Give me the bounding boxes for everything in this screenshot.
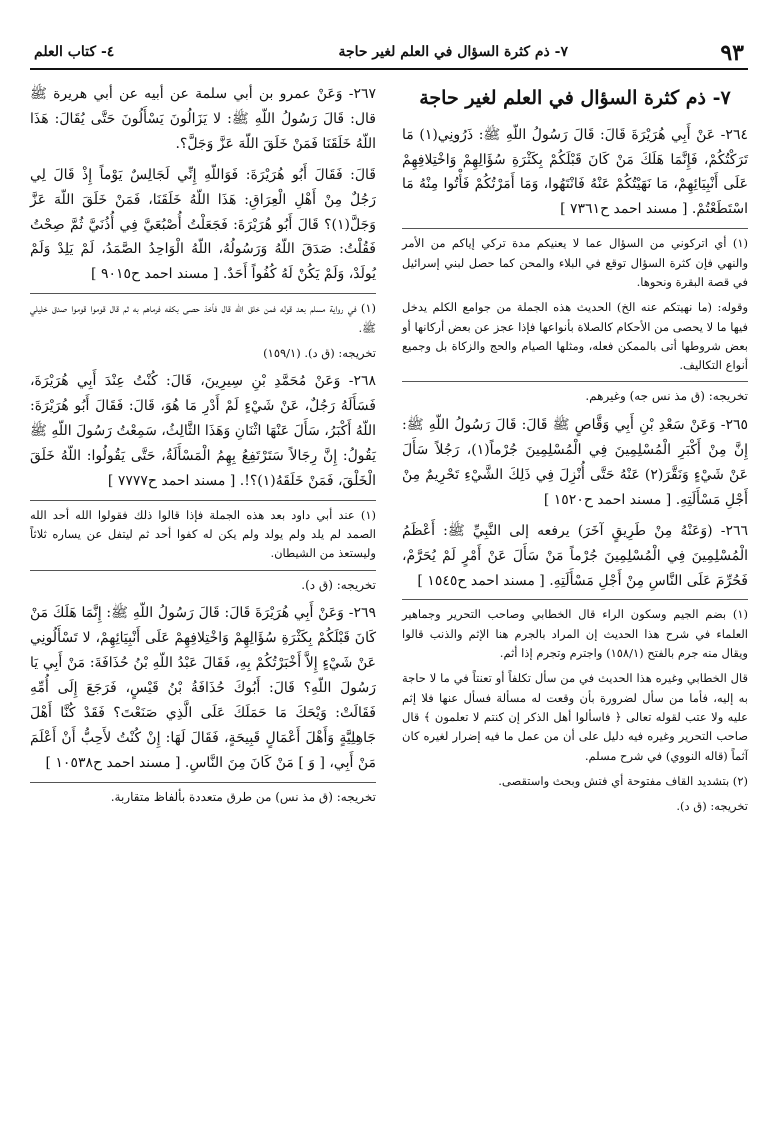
takhrij-264: تخريجه: (ق مذ نس جه) وغيرهم. <box>402 381 748 407</box>
footnote-264-1: (١) أي اتركوني من السؤال عما لا يعنيكم مدة تركي إياكم من الأمر والنهي فإن كثرة السؤال توقع في البلاء والمحن كما حصل لبني إسرائيل في قصة البقرة ونحوها. <box>402 228 748 292</box>
hadith-267-continued: قَالَ: فَقَالَ أَبُو هُرَيْرَةَ: فَوَاللّهِ إِنِّي لَجَالِسٌ يَوْماً إِذْ قَالَ لِي رَجُلٌ مِنْ أَهْلِ الْعِرَاقِ: هَذَا اللّهُ خَلَقَنَا، فَمَنْ خَلَقَ اللّهَ عَزَّ وَجَلَّ(١)؟ قَالَ أَبُو هُرَيْرَةَ: فَجَعَلْتُ أُصْبُعَيَّ فِي أُذُنَيَّ ثُمَّ صِحْتُ فَقُلْتُ: صَدَقَ اللّهُ وَرَسُولُهُ، اللّهُ الْوَاحِدُ الصَّمَدُ، لَمْ يَلِدْ وَلَمْ يُولَدْ، وَلَمْ يَكُنْ لَهُ كُفُواً أَحَدٌ. [ مسند احمد ح٩٠١٥ ] <box>30 166 376 283</box>
left-column <box>30 82 376 813</box>
running-book-title: ٤- كتاب العلم <box>34 44 115 60</box>
hadith-266: ٢٦٦- (وَعَنْهُ مِنْ طَرِيقٍ آخَرَ) يرفعه إلى النَّبِيِّ ﷺ: أَعْظَمُ الْمُسْلِمِينَ فِي الْمُسْلِمِينَ جُرْماً مَنْ سَأَلَ عَنْ أَمْرٍ لَمْ يُحَرَّمْ، فَحُرِّمَ عَلَى النَّاسِ مِنْ أَجْلِ مَسْأَلَتِهِ. [ مسند احمد ح١٥٤٥ ] <box>402 522 748 589</box>
footnote-268-1: (١) عند أبي داود بعد هذه الجملة فإذا قالوا ذلك فقولوا الله أحد الله الصمد لم يلد ولم يولد ولم يكن له كفوا أحد ثم ليتفل عن يساره ثلاثاً وليستعذ من الشيطان. <box>30 500 376 564</box>
hadith-267: ٢٦٧- وَعَنْ عمرو بن أبي سلمة عن أبيه عن أبي هريرة ﷺ قال: قَالَ رَسُولُ اللّهِ ﷺ: لا يَزَالُونَ يَسْأَلُونَ حَتَّى يُقَالَ: هَذَا اللّهُ خَلَقَنَا فَمَنْ خَلَقَ اللّهَ عَزَّ وَجَلَّ؟. <box>30 86 376 152</box>
footnote-266-2: (٢) بتشديد القاف مفتوحة أي فتش وبحث واستقصى. <box>498 773 748 788</box>
takhrij-268: تخريجه: (ق د). <box>30 570 376 596</box>
takhrij-269: تخريجه: (ق مذ نس) من طرق متعددة بألفاظ متقاربة. <box>30 782 376 808</box>
hadith-264: ٢٦٤- عَنْ أَبِي هُرَيْرَةَ قَالَ: قَالَ رَسُولُ اللّهِ ﷺ: ذَرُونِي(١) مَا تَرَكْتُكُمْ، فَإِنَّمَا هَلَكَ مَنْ كَانَ قَبْلَكُمْ بِكَثْرَةِ سُؤَالِهِمْ وَاخْتِلافِهِمْ عَلَى أَنْبِيَائِهِمْ، مَا نَهَيْتُكُمْ عَنْهُ فَانْتَهُوا، وَمَا أَمَرْتُكُمْ فَأْتُوا مِنْهُ مَا اسْتَطَعْتُمْ. [ مسند احمد ح٧٣٦١ ] <box>402 126 748 218</box>
hadith-265: ٢٦٥- وَعَنْ سَعْدِ بْنِ أَبِي وَقَّاصٍ ﷺ قَالَ: قَالَ رَسُولُ اللّهِ ﷺ: إِنَّ مِنْ أَكْبَرِ الْمُسْلِمِينَ فِي الْمُسْلِمِينَ جُرْماً(١)، رَجُلاً سَأَلَ عَنْ شَيْءٍ وَنَقَّرَ(٢) عَنْهُ حَتَّى أُنْزِلَ فِي ذَلِكَ الشَّيْءِ تَحْرِيمٌ مِنْ أَجْلِ مَسْأَلَتِهِ. [ مسند احمد ح١٥٢٠ ] <box>402 417 748 508</box>
takhrij-267: تخريجه: (ق د). (١٥٩/١) <box>263 345 376 360</box>
commentary-266: قال الخطابي وغيره هذا الحديث في من سأل تكلفاً أو تعنتاً في ما لا حاجة به إليه، فأما من سأل لضرورة بأن وقعت له مسألة فسأل عنها فلا إثم عليه ولا عتب لقوله تعالى ﴿ فاسألوا أهل الذكر إن كنتم لا تعلمون ﴾ قال صاحب التحرير وغيره فيه دليل على أن من عمل ما فيه إضرار لغيره كان آثماً (قاله النووي) في شرح مسلم. <box>402 671 748 763</box>
right-column <box>402 82 748 823</box>
running-section-title: ٧- ذم كثرة السؤال في العلم لغير حاجة <box>338 44 568 60</box>
page-header <box>30 38 748 70</box>
footnote-267-1: (١) في رواية مسلم بعد قوله فمن خلق الله قال فأخذ حصى بكفه فرماهم به ثم قال قوموا قوموا صدق خليلي ﷺ. <box>30 293 376 338</box>
hadith-269: ٢٦٩- وَعَنْ أَبِي هُرَيْرَةَ قَالَ: قَالَ رَسُولُ اللّهِ ﷺ: إِنَّمَا هَلَكَ مَنْ كَانَ قَبْلَكُمْ بِكَثْرَةِ سُؤَالِهِمْ وَاخْتِلافِهِمْ عَلَى أَنْبِيَائِهِمْ، لا تَسْأَلُونِي عَنْ شَيْءٍ إِلاَّ أَخْبَرْتُكُمْ بِهِ، فَقَالَ عَبْدُ اللّهِ بْنُ حُذَافَةَ: مَنْ أَبِي يَا رَسُولَ اللّهِ؟ قَالَ: أَبُوكَ حُذَافَةُ بْنُ قَيْسٍ، فَرَجَعَ إِلَى أُمِّهِ فَقَالَتْ: وَيْحَكَ مَا حَمَلَكَ عَلَى الَّذِي صَنَعْتَ؟ فَقَدْ كُنَّا أَهْلَ جَاهِلِيَّةٍ وَأَهْلَ أَعْمَالٍ قَبِيحَةٍ، فَقَالَ لَهَا: إِنْ كُنْتُ لأَحِبُّ أَنْ أَعْلَمَ مَنْ أَبِي، [ وَ ] مَنْ كَانَ مِنَ النَّاسِ. [ مسند احمد ح١٠٥٣٨ ] <box>30 605 376 771</box>
commentary-264: وقوله: (ما نهيتكم عنه الخ) الحديث هذه الجملة من جوامع الكلم يدخل فيها ما لا يحصى من الأحكام كالصلاة بأنواعها فإذا عجز عن بعض أركانها أو بعض شروطها أتى بالممكن فعله، ومثلها الصيام والحج والزكاة بل وجميع أنواع التكاليف. <box>402 300 748 373</box>
page-number: ٩٣ <box>720 40 744 66</box>
takhrij-266: تخريجه: (ق د). <box>676 799 748 814</box>
footnote-266-1: (١) بضم الجيم وسكون الراء قال الخطابي وصاحب التحرير وجماهير العلماء في شرح هذا الحديث إن المراد بالجرم هنا الإثم والذنب قالوا ويقال منه جرم بالفتح (١٥٨/١) واجترم وتجرم إذا أثم. <box>402 599 748 663</box>
chapter-title: ٧- ذم كثرة السؤال في العلم لغير حاجة <box>419 87 731 109</box>
hadith-268: ٢٦٨- وَعَنْ مُحَمَّدِ بْنِ سِيرِينَ، قَالَ: كُنْتُ عِنْدَ أَبِي هُرَيْرَةَ، فَسَأَلَهُ رَجُلٌ، عَنْ شَيْءٍ لَمْ أَدْرِ مَا هُوَ، قَالَ: فَقَالَ أَبُو هُرَيْرَةَ: اللّهُ أَكْبَرُ، سَأَلَ عَنْهَا اثْنَانِ وَهَذَا الثَّالِثُ، سَمِعْتُ رَسُولَ اللّهِ ﷺ يَقُولُ: إِنَّ رِجَالاً سَتَرْتَفِعُ بِهِمُ الْمَسْأَلَةُ، حَتَّى يَقُولُوا: اللّهُ خَلَقَ الْخَلْقَ، فَمَنْ خَلَقَهُ(١)؟!. [ مسند احمد ح٧٧٧٧ ] <box>30 373 376 489</box>
book-page <box>30 38 748 1108</box>
